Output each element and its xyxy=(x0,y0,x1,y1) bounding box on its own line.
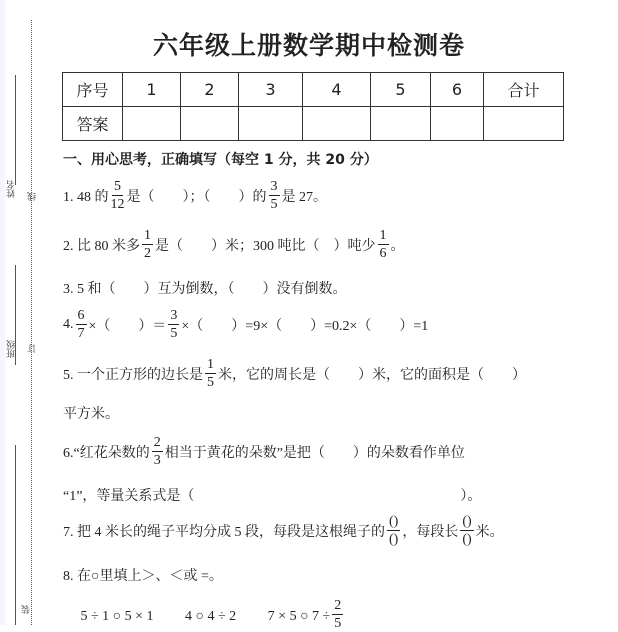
question-line xyxy=(63,434,465,469)
denominator: 5 xyxy=(207,375,214,390)
denominator: 5 xyxy=(334,616,342,631)
table-cell: 1 xyxy=(123,73,181,107)
question-text: ×（ ）＝ xyxy=(88,318,167,334)
bind-label: 装 xyxy=(21,605,31,614)
answer-cell[interactable] xyxy=(431,107,484,141)
table-cell: 5 xyxy=(371,73,431,107)
question-line xyxy=(63,565,223,585)
fraction xyxy=(387,513,400,548)
question-text: 5. 一个正方形的边长是 xyxy=(63,367,203,383)
numerator: 6 xyxy=(77,308,85,323)
question-line xyxy=(63,178,327,213)
denominator: 5 xyxy=(270,197,278,212)
question-line xyxy=(63,307,428,342)
denominator: 2 xyxy=(144,246,151,261)
question-text: “1”，等量关系式是（ ）。 xyxy=(63,489,482,504)
binding-dotted-line xyxy=(31,20,32,625)
denominator: 7 xyxy=(77,326,85,341)
table-cell: 6 xyxy=(431,73,484,107)
numerator: 1 xyxy=(144,228,151,243)
question-line xyxy=(63,513,504,548)
question-line xyxy=(63,597,345,632)
line-label: 线 xyxy=(27,192,37,201)
section-heading: 一、用心思考，正确填写（每空 1 分，共 20 分） xyxy=(63,152,378,168)
question-text: 6.“红花朵数的 xyxy=(63,445,150,461)
question-text: 相当于黄花的朵数”是把（ ）的朵数看作单位 xyxy=(164,445,465,461)
order-label: 订 xyxy=(27,344,37,353)
numerator: 1 xyxy=(379,228,387,243)
question-text: 。 xyxy=(390,238,405,254)
question-text: 米，它的周长是（ ）米，它的面积是（ ） xyxy=(218,367,526,383)
table-cell: 4 xyxy=(303,73,371,107)
fraction xyxy=(460,513,473,548)
score-table xyxy=(62,72,564,141)
fraction xyxy=(205,356,216,391)
fraction xyxy=(76,307,87,342)
question-text: 米。 xyxy=(475,524,504,540)
question-line xyxy=(63,403,119,423)
question-text: 是（ ）米；300 吨比（ ）吨少 xyxy=(155,238,376,254)
page-title: 六年级上册数学期中检测卷 xyxy=(152,31,465,60)
question-text: 是 27。 xyxy=(281,189,327,205)
denominator: 6 xyxy=(379,246,387,261)
answer-cell[interactable] xyxy=(303,107,371,141)
question-text: ，每段长 xyxy=(402,524,459,540)
fraction xyxy=(111,178,125,213)
table-cell: 序号 xyxy=(63,73,123,107)
question-line xyxy=(63,278,347,298)
numerator: 3 xyxy=(170,308,178,323)
question-line xyxy=(63,485,481,505)
question-text: 8. 在○里填上＞、＜或 =。 xyxy=(63,569,223,584)
question-text: 1. 48 的 xyxy=(63,189,109,205)
question-text: ×（ ）=9×（ ）=0.2×（ ）=1 xyxy=(181,318,429,334)
fraction xyxy=(168,307,179,342)
denominator: () xyxy=(462,532,472,547)
id-underline xyxy=(15,445,16,625)
fraction xyxy=(378,227,389,262)
class-label: 班级 xyxy=(6,340,16,358)
numerator: 2 xyxy=(334,598,342,613)
answer-cell[interactable] xyxy=(484,107,564,141)
numerator: 5 xyxy=(114,179,121,194)
numerator: 3 xyxy=(270,179,278,194)
question-text: 2. 比 80 米多 xyxy=(63,238,140,254)
answer-cell[interactable] xyxy=(371,107,431,141)
answer-cell[interactable] xyxy=(123,107,181,141)
denominator: 12 xyxy=(110,197,125,212)
numerator: () xyxy=(389,514,399,529)
question-line xyxy=(63,227,405,262)
name-underline xyxy=(15,75,16,185)
denominator: 5 xyxy=(170,326,178,341)
fraction xyxy=(142,227,153,262)
fraction xyxy=(152,434,163,469)
fraction xyxy=(332,597,343,632)
table-cell: 2 xyxy=(181,73,239,107)
numerator: () xyxy=(462,514,472,529)
answer-cell[interactable] xyxy=(239,107,303,141)
question-text: 5 ÷ 1 ○ 5 × 1 4 ○ 4 ÷ 2 7 × 5 ○ 7 ÷ xyxy=(63,608,331,624)
table-cell: 合计 xyxy=(484,73,564,107)
numerator: 1 xyxy=(207,357,214,372)
question-line xyxy=(63,356,526,391)
question-text: 4. xyxy=(63,316,74,332)
table-row-answers xyxy=(63,107,564,141)
table-row-header xyxy=(63,73,564,107)
question-text: 7. 把 4 米长的绳子平均分成 5 段，每段是这根绳子的 xyxy=(63,524,385,540)
question-text: 平方米。 xyxy=(63,407,119,422)
denominator: 3 xyxy=(153,453,161,468)
page-edge xyxy=(0,0,5,625)
name-label: 姓名 xyxy=(6,180,16,198)
question-text: 3. 5 和（ ）互为倒数，（ ）没有倒数。 xyxy=(63,282,347,297)
fraction xyxy=(269,178,280,213)
table-cell: 答案 xyxy=(63,107,123,141)
numerator: 2 xyxy=(153,435,161,450)
answer-cell[interactable] xyxy=(181,107,239,141)
table-cell: 3 xyxy=(239,73,303,107)
denominator: () xyxy=(389,532,399,547)
question-text: 是（ ）；（ ）的 xyxy=(126,189,267,205)
